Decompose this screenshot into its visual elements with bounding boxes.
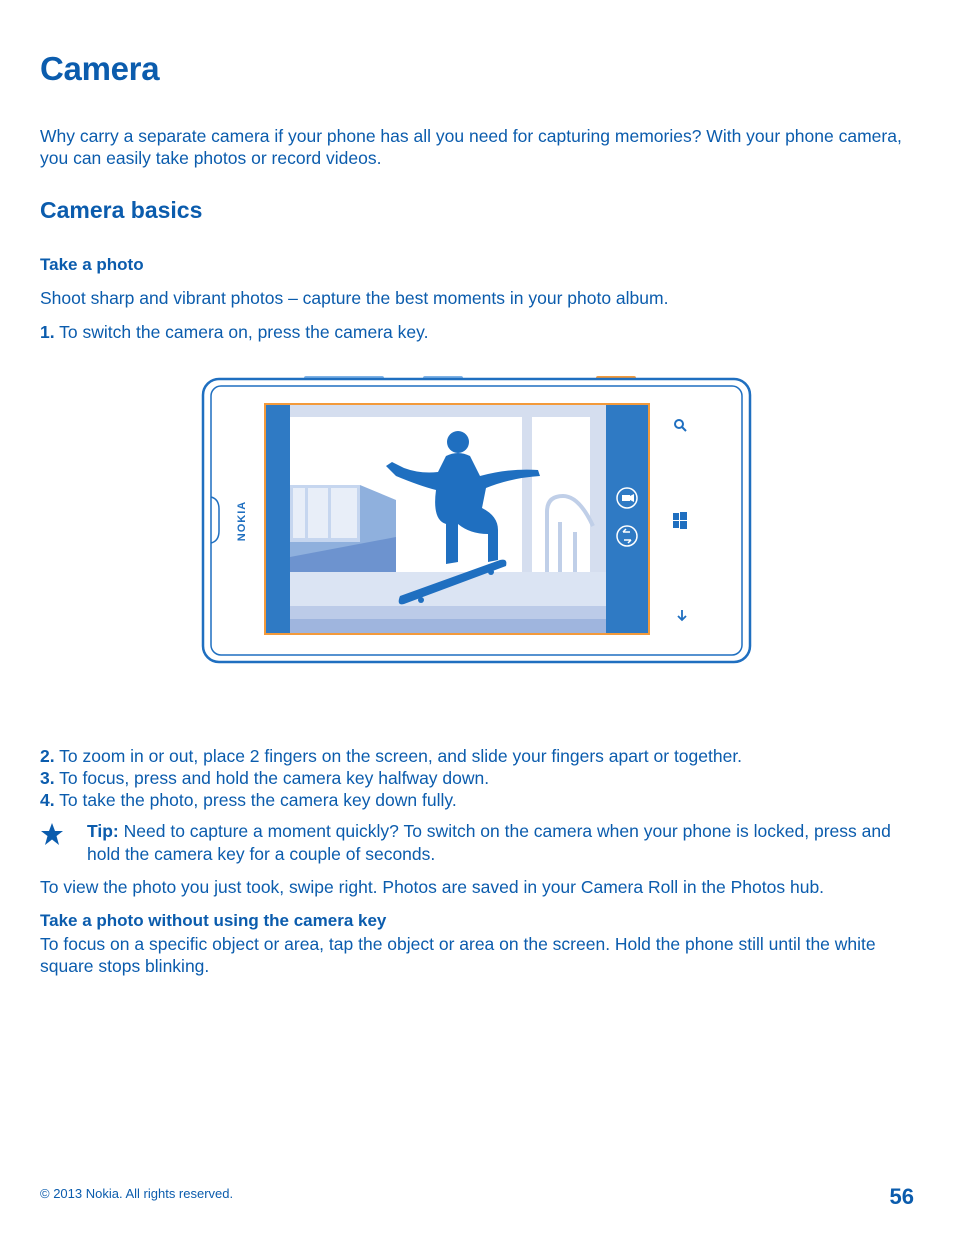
take-photo-description: Shoot sharp and vibrant photos – capture the best moments in your photo album. — [40, 288, 669, 308]
step-4 — [40, 789, 457, 811]
step-text: To zoom in or out, place 2 fingers on the screen, and slide your fingers apart or together. — [59, 746, 743, 766]
step-number: 1. — [40, 322, 55, 342]
step-text: To take the photo, press the camera key down fully. — [59, 790, 457, 810]
step-3 — [40, 767, 489, 789]
step-text: To switch the camera on, press the camera key. — [59, 322, 429, 342]
step-number: 2. — [40, 746, 55, 766]
phone-brand-label — [236, 501, 248, 541]
tip-paragraph — [87, 820, 927, 866]
page-title: Camera — [40, 50, 160, 87]
view-photo-paragraph: To view the photo you just took, swipe right. Photos are saved in your Camera Roll in the Photos hub. — [40, 877, 825, 897]
section-title: Camera basics — [40, 197, 203, 223]
step-text: To focus, press and hold the camera key halfway down. — [59, 768, 490, 788]
step-number: 4. — [40, 790, 55, 810]
tip-label: Tip: — [87, 821, 119, 841]
step-2 — [40, 745, 742, 767]
intro-paragraph: Why carry a separate camera if your phone has all you need for capturing memories? With your phone camera, you can easily take photos or record videos. — [40, 126, 902, 168]
tip-text: Need to capture a moment quickly? To switch on the camera when your phone is locked, press and hold the camera key for a couple of seconds. — [87, 821, 891, 864]
subsection-title-no-camera-key: Take a photo without using the camera key — [40, 911, 387, 930]
page-number: 56 — [889, 1184, 914, 1209]
star-icon — [40, 822, 64, 846]
copyright-notice: © 2013 Nokia. All rights reserved. — [40, 1186, 234, 1201]
subsection-title-take-photo: Take a photo — [40, 255, 144, 274]
svg-text:NOKIA: NOKIA — [236, 500, 248, 542]
phone-camera-illustration — [200, 372, 756, 668]
step-1 — [40, 321, 428, 343]
no-camera-key-description: To focus on a specific object or area, tap the object or area on the screen. Hold the phone still until the white square stops blinking. — [40, 934, 876, 976]
step-number: 3. — [40, 768, 55, 788]
